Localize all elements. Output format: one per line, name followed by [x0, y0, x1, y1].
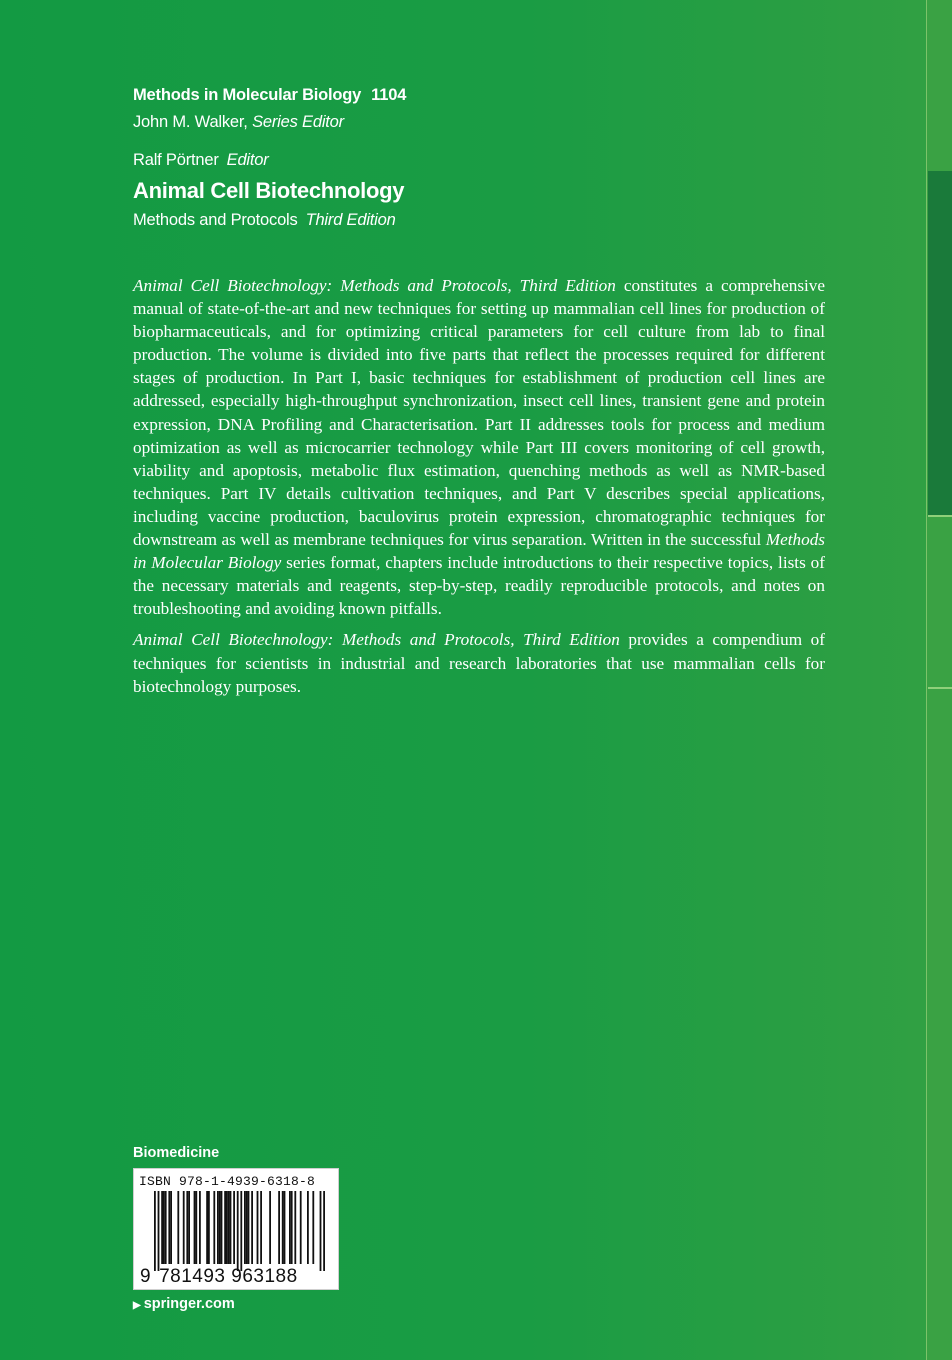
barcode-bar — [217, 1191, 219, 1264]
book-subtitle-line — [133, 211, 396, 230]
barcode-bar — [278, 1191, 280, 1264]
isbn-label: ISBN 978-1-4939-6318-8 — [139, 1174, 316, 1189]
barcode-bar — [165, 1191, 167, 1264]
barcode-bar — [228, 1191, 230, 1264]
barcode-bar — [186, 1191, 188, 1264]
series-header — [133, 86, 406, 105]
book-editor-name: Ralf Pörtner — [133, 151, 219, 169]
barcode-bar — [199, 1191, 201, 1264]
barcode-bar — [195, 1191, 197, 1264]
description-series-title: Methods in Molecular Biology — [133, 530, 825, 573]
book-title: Animal Cell Biotechnology — [133, 178, 405, 203]
subject-category: Biomedicine — [133, 1145, 220, 1161]
book-editor-line — [133, 151, 269, 170]
barcode-number: 781493 963188 — [159, 1266, 298, 1287]
barcode-bar — [233, 1191, 235, 1264]
barcode-bar — [269, 1191, 271, 1264]
barcode-bar — [323, 1191, 325, 1271]
description-paragraph — [133, 274, 825, 620]
description-text: series format, chapters include introductions to their respective topics, lists of the necessary materials and reagents, step-by-step, readily reproducible protocols, and notes on troubleshooting and avoiding known pitfalls. — [133, 553, 825, 619]
barcode-bar — [237, 1191, 239, 1271]
barcode-bar — [168, 1191, 170, 1264]
barcode-bar — [244, 1191, 246, 1264]
barcode-bar — [161, 1191, 163, 1264]
barcode-bar — [206, 1191, 208, 1264]
spine-tick — [928, 687, 952, 689]
barcode-bar — [284, 1191, 286, 1264]
description-paragraph — [133, 628, 825, 697]
arrow-icon: ▶ — [133, 1300, 141, 1311]
barcode-bar — [246, 1191, 248, 1264]
series-editor-role: Series Editor — [252, 113, 344, 131]
barcode-bar — [248, 1191, 250, 1264]
barcode-bar — [221, 1191, 223, 1264]
barcode-bar — [289, 1191, 291, 1264]
barcode-bar — [154, 1191, 156, 1271]
publisher-url: springer.com — [143, 1296, 235, 1312]
series-number: 1104 — [371, 86, 407, 104]
barcode-bar — [188, 1191, 190, 1264]
description-book-title: Animal Cell Biotechnology: Methods and Protocols, Third Edition — [133, 630, 620, 650]
barcode-bar — [291, 1191, 293, 1264]
barcode-bar — [307, 1191, 309, 1264]
publisher-link[interactable] — [133, 1296, 235, 1312]
isbn-barcode — [133, 1168, 339, 1290]
barcode-bar — [226, 1191, 228, 1264]
barcode-bar — [183, 1191, 185, 1264]
barcode-bar — [158, 1191, 160, 1271]
book-edition: Third Edition — [305, 211, 396, 229]
barcode-bar — [163, 1191, 165, 1264]
barcode-lead-digit: 9 — [140, 1266, 152, 1287]
barcode-bar — [194, 1191, 196, 1264]
barcode-bar — [257, 1191, 259, 1264]
barcode-bar — [251, 1191, 253, 1264]
barcode-bar — [208, 1191, 210, 1264]
description-text: provides a compendium of techniques for scientists in industrial and research laboratories that use mammalian cells for biotechnology purposes. — [133, 630, 825, 696]
barcode-bar — [320, 1191, 322, 1271]
barcode-digits — [140, 1266, 298, 1288]
spine-band — [928, 171, 952, 516]
barcode-bar — [240, 1191, 242, 1271]
barcode-bar — [177, 1191, 179, 1264]
description-text: constitutes a comprehensive manual of state-of-the-art and new techniques for setting up mammalian cell lines for production of biopharmaceuticals, and for optimizing critical parameters for cell culture from lab to final production. The volume is divided into five parts that reflect the processes required for different stages of production. In Part I, basic techniques for establishment of production cell lines are addressed, especially high-throughput synchronization, insect cell lines, transient gene and protein expression, DNA Profiling and Characterisation. Part II addresses tools for process and medium optimization as well as microcarrier technology while Part III covers monitoring of cell growth, viability and apoptosis, metabolic flux estimation, quenching methods as well as NMR-based techniques. Part IV details cultivation techniques, and Part V describes special applications, including vaccine production, baculovirus protein expression, chromatographic techniques for downstream as well as membrane techniques for virus separation. Written in the successful — [133, 276, 826, 550]
book-editor-role: Editor — [226, 151, 269, 169]
barcode-bar — [230, 1191, 232, 1264]
barcode-bar — [170, 1191, 172, 1264]
barcode-bar — [260, 1191, 262, 1264]
barcode-bar — [213, 1191, 215, 1264]
barcode-bar — [294, 1191, 296, 1264]
barcode-bar — [224, 1191, 226, 1264]
barcode-bar — [282, 1191, 284, 1264]
series-editor-line — [133, 113, 344, 132]
series-editor-name: John M. Walker, — [133, 113, 248, 131]
spine-tick — [928, 515, 952, 517]
description-book-title: Animal Cell Biotechnology: Methods and Protocols, Third Edition — [133, 276, 616, 295]
barcode-bar — [312, 1191, 314, 1264]
series-name: Methods in Molecular Biology — [133, 86, 362, 104]
description — [133, 274, 825, 706]
barcode-bar — [300, 1191, 302, 1264]
barcode-bar — [219, 1191, 221, 1264]
book-subtitle: Methods and Protocols — [133, 211, 298, 229]
